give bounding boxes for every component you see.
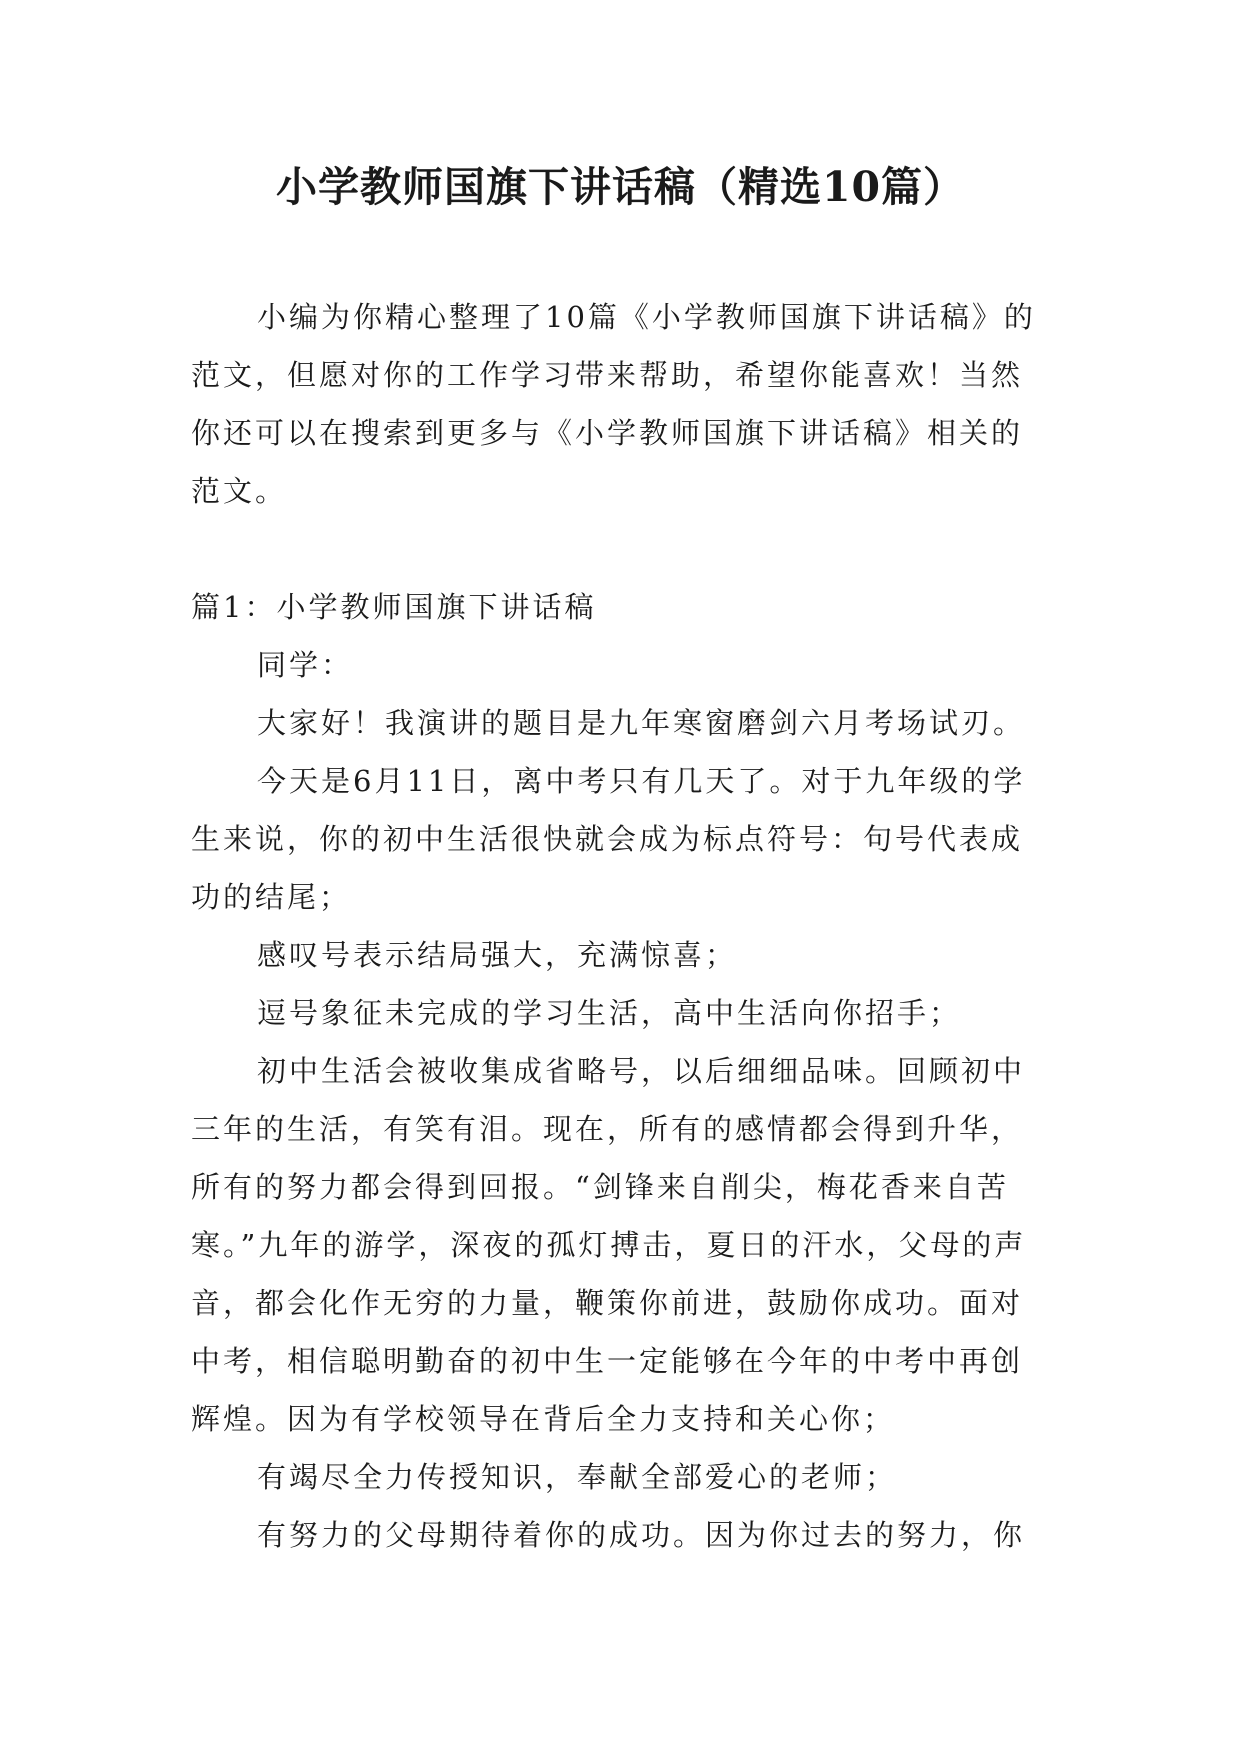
- intro-paragraph: 小编为你精心整理了10篇《小学教师国旗下讲话稿》的范文，但愿对你的工作学习带来帮助，希望你能喜欢！当然你还可以在搜索到更多与《小学教师国旗下讲话稿》相关的范文。: [191, 300, 1036, 508]
- paragraph: 有努力的父母期待着你的成功。因为你过去的努力，你: [257, 1518, 1026, 1552]
- paragraph: 感叹号表示结局强大，充满惊喜；: [257, 938, 738, 972]
- paragraph: 今天是6月11日，离中考只有几天了。对于九年级的学生来说，你的初中生活很快就会成为标点符号：句号代表成功的结尾；: [191, 764, 1026, 914]
- section-heading: 篇1：小学教师国旗下讲话稿: [191, 590, 597, 624]
- paragraph: 初中生活会被收集成省略号，以后细细品味。回顾初中三年的生活，有笑有泪。现在，所有的感情都会得到升华，所有的努力都会得到回报。“剑锋来自削尖，梅花香来自苦寒。”九年的游学，深夜的孤灯搏击，夏日的汗水，父母的声音，都会化作无穷的力量，鞭策你前进，鼓励你成功。面对中考，相信聪明勤奋的初中生一定能够在今年的中考中再创辉煌。因为有学校领导在背后全力支持和关心你；: [191, 1054, 1027, 1436]
- document-title: 小学教师国旗下讲话稿（精选10篇）: [275, 163, 966, 211]
- paragraph: 大家好！我演讲的题目是九年寒窗磨剑六月考场试刃。: [257, 706, 1026, 740]
- paragraph-greeting: 同学：: [257, 648, 354, 682]
- section-1: [191, 578, 1051, 1564]
- paragraph: 逗号象征未完成的学习生活，高中生活向你招手；: [257, 996, 962, 1030]
- paragraph: 有竭尽全力传授知识，奉献全部爱心的老师；: [257, 1460, 898, 1494]
